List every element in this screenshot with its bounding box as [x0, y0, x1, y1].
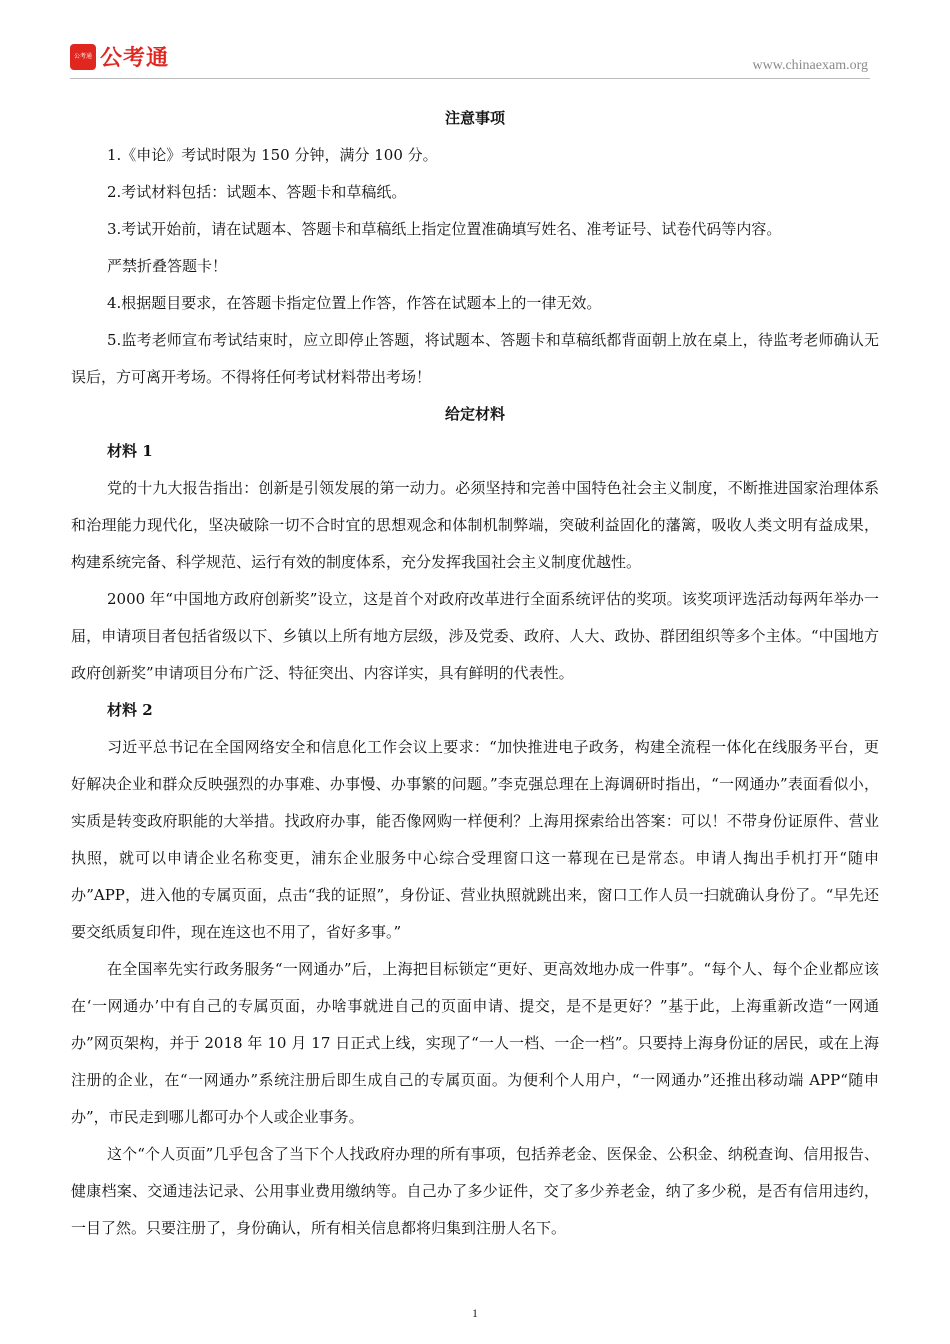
notice-warning: 严禁折叠答题卡！	[107, 257, 228, 275]
notice-title: 注意事项	[444, 109, 505, 127]
document-body	[71, 100, 879, 1247]
logo-text: 公考通	[100, 46, 170, 71]
logo-icon: 公考通	[70, 44, 96, 70]
page-header	[70, 40, 870, 80]
material-1-label: 材料 1	[107, 442, 153, 460]
notice-item-3: 3.考试开始前，请在试题本、答题卡和草稿纸上指定位置准确填写姓名、准考证号、试卷代码等内容。	[107, 220, 782, 238]
site-url: www.chinaexam.org	[752, 58, 868, 73]
notice-item-2: 2.考试材料包括：试题本、答题卡和草稿纸。	[107, 183, 407, 201]
notice-item-4: 4.根据题目要求，在答题卡指定位置上作答，作答在试题本上的一律无效。	[107, 294, 602, 312]
materials-title: 给定材料	[444, 405, 505, 423]
header-divider	[70, 78, 870, 79]
page-number: 1	[472, 1306, 478, 1320]
material-1-paragraph: 2000 年“中国地方政府创新奖”设立，这是首个对政府改革进行全面系统评估的奖项。该奖项评选活动每两年举办一届，申请项目者包括省级以下、乡镇以上所有地方层级，涉及党委、政府、人大、政协、群团组织等多个主体。“中国地方政府创新奖”申请项目分布广泛、特征突出、内容详实，具有鲜明的代表性。	[71, 590, 879, 682]
notice-item-5: 5.监考老师宣布考试结束时，应立即停止答题，将试题本、答题卡和草稿纸都背面朝上放在桌上，待监考老师确认无误后，方可离开考场。不得将任何考试材料带出考场！	[71, 331, 879, 386]
notice-item-1: 1.《申论》考试时限为 150 分钟，满分 100 分。	[107, 146, 438, 164]
material-1-paragraph: 党的十九大报告指出：创新是引领发展的第一动力。必须坚持和完善中国特色社会主义制度，不断推进国家治理体系和治理能力现代化，坚决破除一切不合时宜的思想观念和体制机制弊端，突破利益固化的藩篱，吸收人类文明有益成果，构建系统完备、科学规范、运行有效的制度体系，充分发挥我国社会主义制度优越性。	[71, 479, 879, 571]
material-2-paragraph: 这个“个人页面”几乎包含了当下个人找政府办理的所有事项，包括养老金、医保金、公积金、纳税查询、信用报告、健康档案、交通违法记录、公用事业费用缴纳等。自己办了多少证件，交了多少养老金，纳了多少税，是否有信用违约，一目了然。只要注册了，身份确认，所有相关信息都将归集到注册人名下。	[71, 1145, 879, 1237]
material-2-paragraph: 习近平总书记在全国网络安全和信息化工作会议上要求：“加快推进电子政务，构建全流程一体化在线服务平台，更好解决企业和群众反映强烈的办事难、办事慢、办事繁的问题。”李克强总理在上海调研时指出，“一网通办”表面看似小，实质是转变政府职能的大举措。找政府办事，能否像网购一样便利？上海用探索给出答案：可以！不带身份证原件、营业执照，就可以申请企业名称变更，浦东企业服务中心综合受理窗口这一幕现在已是常态。申请人掏出手机打开“随申办”APP，进入他的专属页面，点击“我的证照”，身份证、营业执照就跳出来，窗口工作人员一扫就确认身份了。“早先还要交纸质复印件，现在连这也不用了，省好多事。”	[71, 738, 879, 941]
material-2-paragraph: 在全国率先实行政务服务“一网通办”后，上海把目标锁定“更好、更高效地办成一件事”。“每个人、每个企业都应该在‘一网通办’中有自己的专属页面，办啥事就进自己的页面申请、提交，是不是更好？”基于此，上海重新改造“一网通办”网页架构，并于 2018 年 10 月 17 日正式上线，实现了“一人一档、一企一档”。只要持上海身份证的居民，或在上海注册的企业，在“一网通办”系统注册后即生成自己的专属页面。为便利个人用户，“一网通办”还推出移动端 APP“随申办”，市民走到哪儿都可办个人或企业事务。	[71, 960, 879, 1126]
material-2-label: 材料 2	[107, 701, 153, 719]
